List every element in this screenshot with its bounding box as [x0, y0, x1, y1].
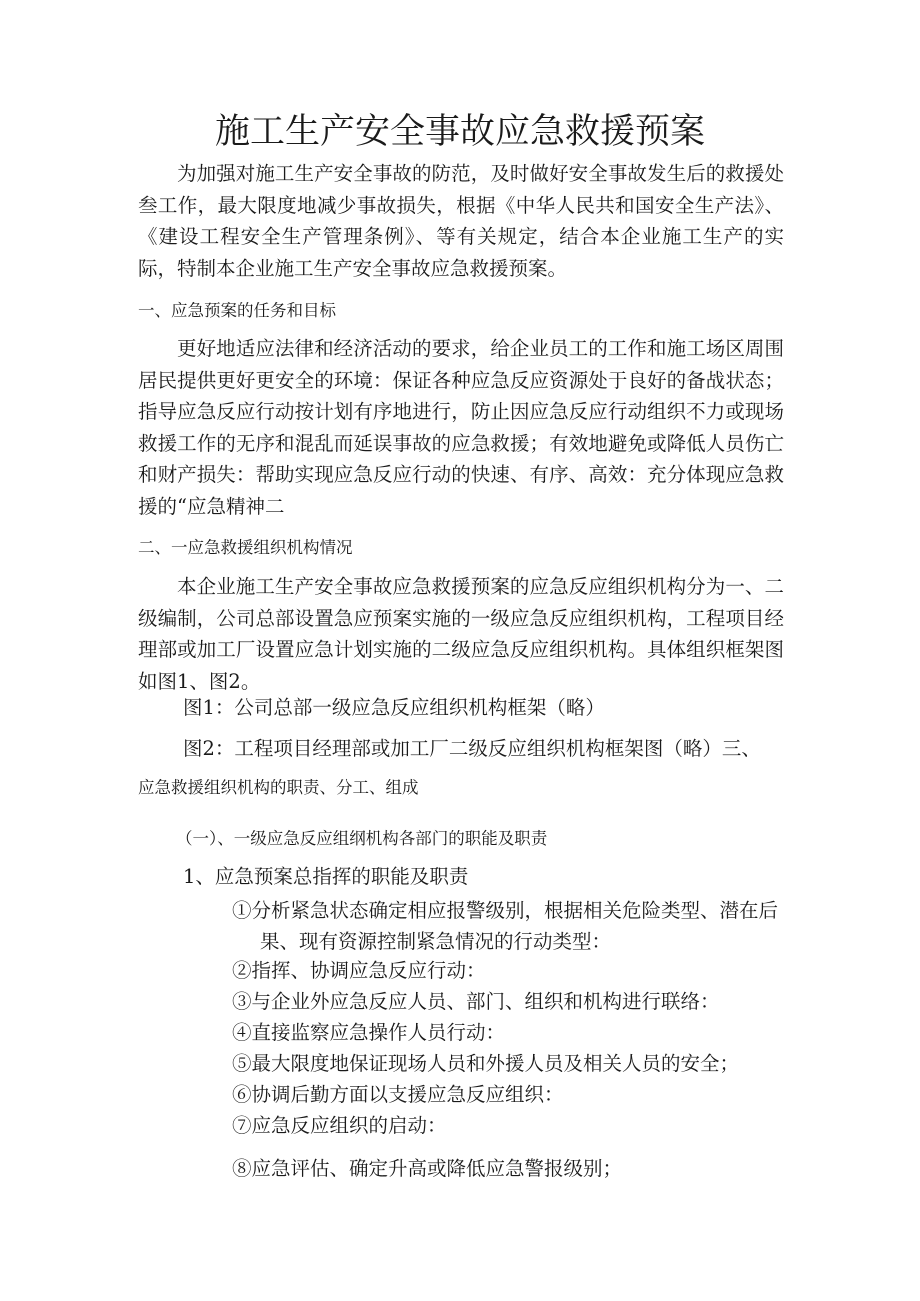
subsection-heading-1: （一）、一级应急反应组纲机构各部门的职能及职责: [176, 829, 548, 848]
item-heading-1: 1、应急预案总指挥的职能及职责: [183, 865, 469, 888]
section-heading-2: 二、一应急救援组织机构情况: [138, 538, 353, 557]
figure-2-caption: 图2：工程项目经理部或加工厂二级反应组织机构框架图（略）三、: [183, 737, 761, 760]
section-1-paragraph: 更好地适应法律和经济活动的要求，给企业员工的工作和施工场区周围居民提供更好更安全的环境：保证各种应急反应资源处于良好的备战状态；指导应急反应行动按计划有序地进行，防止因应急反应行动组织不力或现场救援工作的无序和混乱而延误事故的应急救援；有效地避免或降低人员伤亡和财产损失：帮助实现应急反应行动的快速、有序、高效：充分体现应急救援的“应急精神二: [138, 337, 784, 518]
duty-item: ⑧应急评估、确定升高或降低应急警报级别；: [232, 1157, 623, 1180]
duty-item: ⑤最大限度地保证现场人员和外援人员及相关人员的安全；: [232, 1052, 740, 1075]
duty-item: ②指挥、协调应急反应行动：: [232, 959, 486, 982]
duty-item: ①分析紧急状态确定相应报警级别，根据相关危险类型、潜在后果、现有资源控制紧急情况的行动类型：: [232, 899, 779, 953]
figure-1-caption: 图1：公司总部一级应急反应组织机构框架（略）: [183, 696, 605, 719]
section-heading-1: 一、应急预案的任务和目标: [138, 301, 336, 320]
document-title: 施工生产安全事故应急救援预案: [214, 112, 705, 152]
section-2-paragraph: 本企业施工生产安全事故应急救援预案的应急反应组织机构分为一、二级编制，公司总部设置急应预案实施的一级应急反应组织机构，工程项目经理部或加工厂设置应急计划实施的二级应急反应组织机构。具体组织框架图如图1、图2。: [138, 575, 784, 693]
duty-item: ④直接监察应急操作人员行动：: [232, 1021, 506, 1044]
duty-item: ⑦应急反应组织的启动：: [232, 1114, 447, 1137]
duty-item: ③与企业外应急反应人员、部门、组织和机构进行联络：: [232, 990, 720, 1013]
intro-paragraph: 为加强对施工生产安全事故的防范，及时做好安全事故发生后的救援处叁工作，最大限度地减少事故损失，根据《中华人民共和国安全生产法》、《建设工程安全生产管理条例》、等有关规定，结合本企业施工生产的实际，特制本企业施工生产安全事故应急救援预案。: [138, 162, 784, 280]
section-heading-3: 应急救援组织机构的职责、分工、组成: [138, 778, 419, 797]
duty-item: ⑥协调后勤方面以支援应急反应组织：: [232, 1083, 564, 1106]
